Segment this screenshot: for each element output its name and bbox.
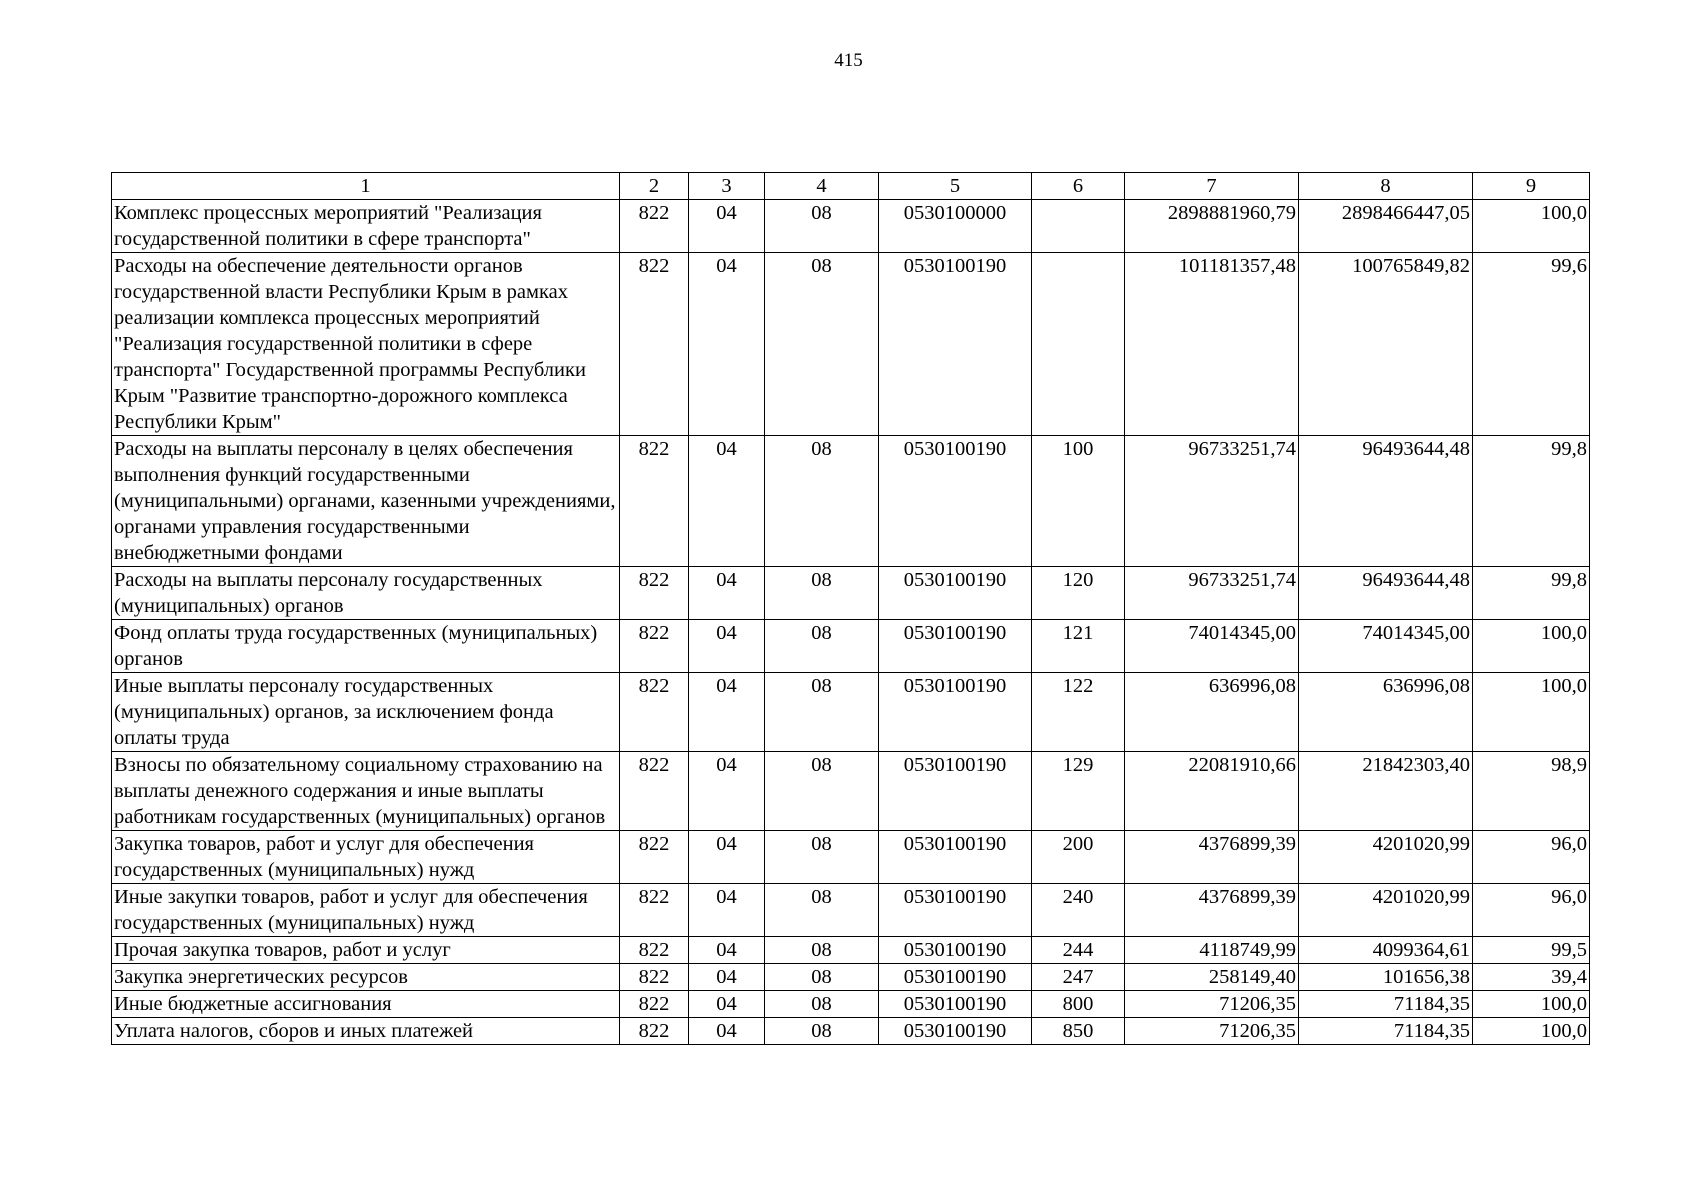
cell-target-article: 0530100190: [879, 884, 1032, 937]
cell-planned-amount: 74014345,00: [1125, 620, 1299, 673]
column-header: 1: [112, 173, 620, 200]
cell-execution-percent: 100,0: [1473, 200, 1590, 253]
cell-executed-amount: 100765849,82: [1299, 253, 1473, 436]
cell-subsection: 08: [765, 884, 879, 937]
column-header: 3: [689, 173, 765, 200]
cell-department: 822: [620, 673, 689, 752]
cell-planned-amount: 101181357,48: [1125, 253, 1299, 436]
cell-executed-amount: 4099364,61: [1299, 937, 1473, 964]
row-description: Расходы на выплаты персоналу в целях обеспечения выполнения функций государственными (муниципальными) органами, казенными учреждениями, органами управления государственными внебюджетными фондами: [112, 436, 620, 567]
cell-department: 822: [620, 253, 689, 436]
cell-planned-amount: 96733251,74: [1125, 567, 1299, 620]
table-row: [112, 831, 1590, 884]
cell-expense-type: [1032, 200, 1125, 253]
cell-expense-type: 122: [1032, 673, 1125, 752]
table-row: [112, 964, 1590, 991]
cell-execution-percent: 99,8: [1473, 436, 1590, 567]
cell-subsection: 08: [765, 673, 879, 752]
cell-expense-type: [1032, 253, 1125, 436]
cell-executed-amount: 636996,08: [1299, 673, 1473, 752]
cell-execution-percent: 99,6: [1473, 253, 1590, 436]
row-description: Фонд оплаты труда государственных (муниципальных) органов: [112, 620, 620, 673]
cell-executed-amount: 2898466447,05: [1299, 200, 1473, 253]
cell-executed-amount: 74014345,00: [1299, 620, 1473, 673]
cell-department: 822: [620, 752, 689, 831]
cell-section: 04: [689, 200, 765, 253]
cell-department: 822: [620, 620, 689, 673]
table-row: [112, 752, 1590, 831]
cell-subsection: 08: [765, 200, 879, 253]
cell-section: 04: [689, 567, 765, 620]
table-row: [112, 436, 1590, 567]
cell-department: 822: [620, 884, 689, 937]
cell-target-article: 0530100190: [879, 567, 1032, 620]
cell-department: 822: [620, 937, 689, 964]
cell-planned-amount: 4376899,39: [1125, 831, 1299, 884]
cell-target-article: 0530100190: [879, 673, 1032, 752]
cell-subsection: 08: [765, 253, 879, 436]
cell-execution-percent: 39,4: [1473, 964, 1590, 991]
cell-section: 04: [689, 752, 765, 831]
cell-planned-amount: 636996,08: [1125, 673, 1299, 752]
cell-target-article: 0530100190: [879, 620, 1032, 673]
cell-planned-amount: 71206,35: [1125, 1018, 1299, 1045]
cell-section: 04: [689, 991, 765, 1018]
row-description: Иные бюджетные ассигнования: [112, 991, 620, 1018]
cell-department: 822: [620, 436, 689, 567]
column-header: 5: [879, 173, 1032, 200]
page-number: 415: [834, 50, 863, 71]
cell-subsection: 08: [765, 991, 879, 1018]
row-description: Иные выплаты персоналу государственных (муниципальных) органов, за исключением фонда оплаты труда: [112, 673, 620, 752]
row-description: Закупка товаров, работ и услуг для обеспечения государственных (муниципальных) нужд: [112, 831, 620, 884]
cell-target-article: 0530100190: [879, 436, 1032, 567]
cell-section: 04: [689, 937, 765, 964]
cell-executed-amount: 71184,35: [1299, 991, 1473, 1018]
cell-execution-percent: 100,0: [1473, 1018, 1590, 1045]
cell-target-article: 0530100000: [879, 200, 1032, 253]
budget-table: [111, 172, 1590, 1045]
cell-section: 04: [689, 253, 765, 436]
cell-section: 04: [689, 436, 765, 567]
table-row: [112, 1018, 1590, 1045]
cell-subsection: 08: [765, 567, 879, 620]
cell-execution-percent: 99,8: [1473, 567, 1590, 620]
header-row: [112, 173, 1590, 200]
cell-subsection: 08: [765, 831, 879, 884]
cell-subsection: 08: [765, 620, 879, 673]
cell-department: 822: [620, 964, 689, 991]
cell-expense-type: 800: [1032, 991, 1125, 1018]
cell-section: 04: [689, 1018, 765, 1045]
cell-planned-amount: 96733251,74: [1125, 436, 1299, 567]
cell-execution-percent: 99,5: [1473, 937, 1590, 964]
cell-section: 04: [689, 964, 765, 991]
column-header: 7: [1125, 173, 1299, 200]
cell-expense-type: 121: [1032, 620, 1125, 673]
cell-section: 04: [689, 831, 765, 884]
cell-executed-amount: 96493644,48: [1299, 567, 1473, 620]
table-row: [112, 937, 1590, 964]
cell-target-article: 0530100190: [879, 752, 1032, 831]
row-description: Комплекс процессных мероприятий "Реализация государственной политики в сфере транспорта": [112, 200, 620, 253]
cell-target-article: 0530100190: [879, 1018, 1032, 1045]
cell-department: 822: [620, 991, 689, 1018]
table-row: [112, 673, 1590, 752]
cell-expense-type: 850: [1032, 1018, 1125, 1045]
cell-execution-percent: 100,0: [1473, 673, 1590, 752]
table-row: [112, 200, 1590, 253]
cell-execution-percent: 100,0: [1473, 620, 1590, 673]
cell-target-article: 0530100190: [879, 964, 1032, 991]
cell-expense-type: 240: [1032, 884, 1125, 937]
cell-subsection: 08: [765, 964, 879, 991]
cell-subsection: 08: [765, 436, 879, 567]
table-row: [112, 991, 1590, 1018]
table-row: [112, 884, 1590, 937]
cell-execution-percent: 100,0: [1473, 991, 1590, 1018]
cell-planned-amount: 258149,40: [1125, 964, 1299, 991]
column-header: 9: [1473, 173, 1590, 200]
table-body: [112, 200, 1590, 1045]
cell-target-article: 0530100190: [879, 253, 1032, 436]
cell-executed-amount: 4201020,99: [1299, 831, 1473, 884]
column-header: 6: [1032, 173, 1125, 200]
cell-planned-amount: 2898881960,79: [1125, 200, 1299, 253]
table-row: [112, 620, 1590, 673]
cell-execution-percent: 98,9: [1473, 752, 1590, 831]
cell-expense-type: 244: [1032, 937, 1125, 964]
cell-department: 822: [620, 200, 689, 253]
cell-execution-percent: 96,0: [1473, 831, 1590, 884]
cell-executed-amount: 71184,35: [1299, 1018, 1473, 1045]
cell-subsection: 08: [765, 752, 879, 831]
cell-executed-amount: 96493644,48: [1299, 436, 1473, 567]
table-row: [112, 253, 1590, 436]
cell-planned-amount: 4376899,39: [1125, 884, 1299, 937]
column-header: 8: [1299, 173, 1473, 200]
cell-executed-amount: 101656,38: [1299, 964, 1473, 991]
row-description: Расходы на обеспечение деятельности органов государственной власти Республики Крым в рамках реализации комплекса процессных мероприятий "Реализация государственной политики в сфере транспорта" Государственной программы Республики Крым "Развитие транспортно-дорожного комплекса Республики Крым": [112, 253, 620, 436]
cell-target-article: 0530100190: [879, 937, 1032, 964]
cell-department: 822: [620, 567, 689, 620]
column-header: 2: [620, 173, 689, 200]
cell-expense-type: 100: [1032, 436, 1125, 567]
cell-subsection: 08: [765, 937, 879, 964]
cell-execution-percent: 96,0: [1473, 884, 1590, 937]
cell-section: 04: [689, 884, 765, 937]
cell-executed-amount: 21842303,40: [1299, 752, 1473, 831]
cell-planned-amount: 22081910,66: [1125, 752, 1299, 831]
column-header: 4: [765, 173, 879, 200]
cell-executed-amount: 4201020,99: [1299, 884, 1473, 937]
cell-planned-amount: 4118749,99: [1125, 937, 1299, 964]
row-description: Прочая закупка товаров, работ и услуг: [112, 937, 620, 964]
cell-department: 822: [620, 1018, 689, 1045]
cell-department: 822: [620, 831, 689, 884]
cell-expense-type: 129: [1032, 752, 1125, 831]
row-description: Расходы на выплаты персоналу государственных (муниципальных) органов: [112, 567, 620, 620]
cell-target-article: 0530100190: [879, 991, 1032, 1018]
row-description: Уплата налогов, сборов и иных платежей: [112, 1018, 620, 1045]
cell-subsection: 08: [765, 1018, 879, 1045]
table-row: [112, 567, 1590, 620]
row-description: Иные закупки товаров, работ и услуг для обеспечения государственных (муниципальных) нужд: [112, 884, 620, 937]
cell-expense-type: 200: [1032, 831, 1125, 884]
cell-expense-type: 247: [1032, 964, 1125, 991]
row-description: Взносы по обязательному социальному страхованию на выплаты денежного содержания и иные выплаты работникам государственных (муниципальных) органов: [112, 752, 620, 831]
cell-section: 04: [689, 620, 765, 673]
cell-planned-amount: 71206,35: [1125, 991, 1299, 1018]
cell-section: 04: [689, 673, 765, 752]
cell-expense-type: 120: [1032, 567, 1125, 620]
row-description: Закупка энергетических ресурсов: [112, 964, 620, 991]
cell-target-article: 0530100190: [879, 831, 1032, 884]
